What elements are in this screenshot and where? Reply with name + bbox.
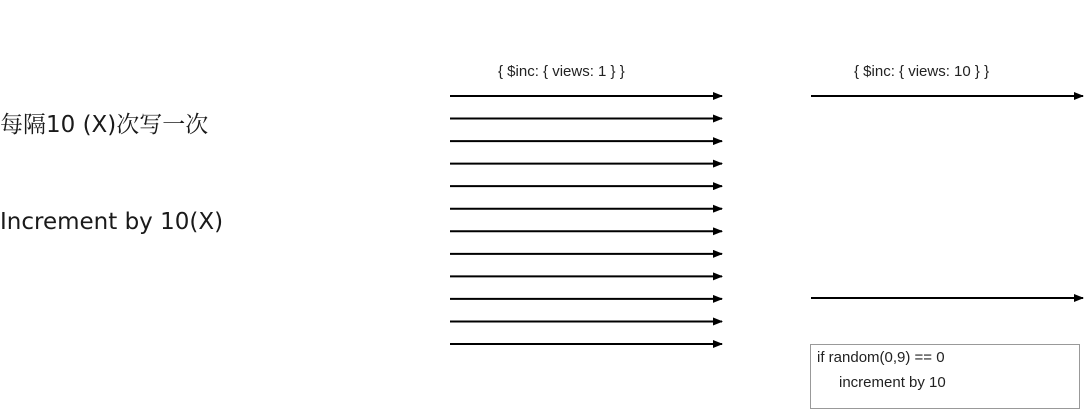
- condition-box: [810, 344, 1080, 409]
- right-arrow-group: [811, 96, 1083, 298]
- chinese-label: 每隔10 (X)次写一次: [0, 112, 209, 138]
- english-label: Increment by 10(X): [0, 209, 224, 235]
- inc-by-one-code-label: { $inc: { views: 1 } }: [498, 63, 625, 80]
- left-arrow-group: [450, 96, 722, 344]
- increment-line: increment by 10: [839, 374, 946, 391]
- inc-by-ten-code-label: { $inc: { views: 10 } }: [854, 63, 990, 80]
- condition-line: if random(0,9) == 0: [817, 349, 945, 366]
